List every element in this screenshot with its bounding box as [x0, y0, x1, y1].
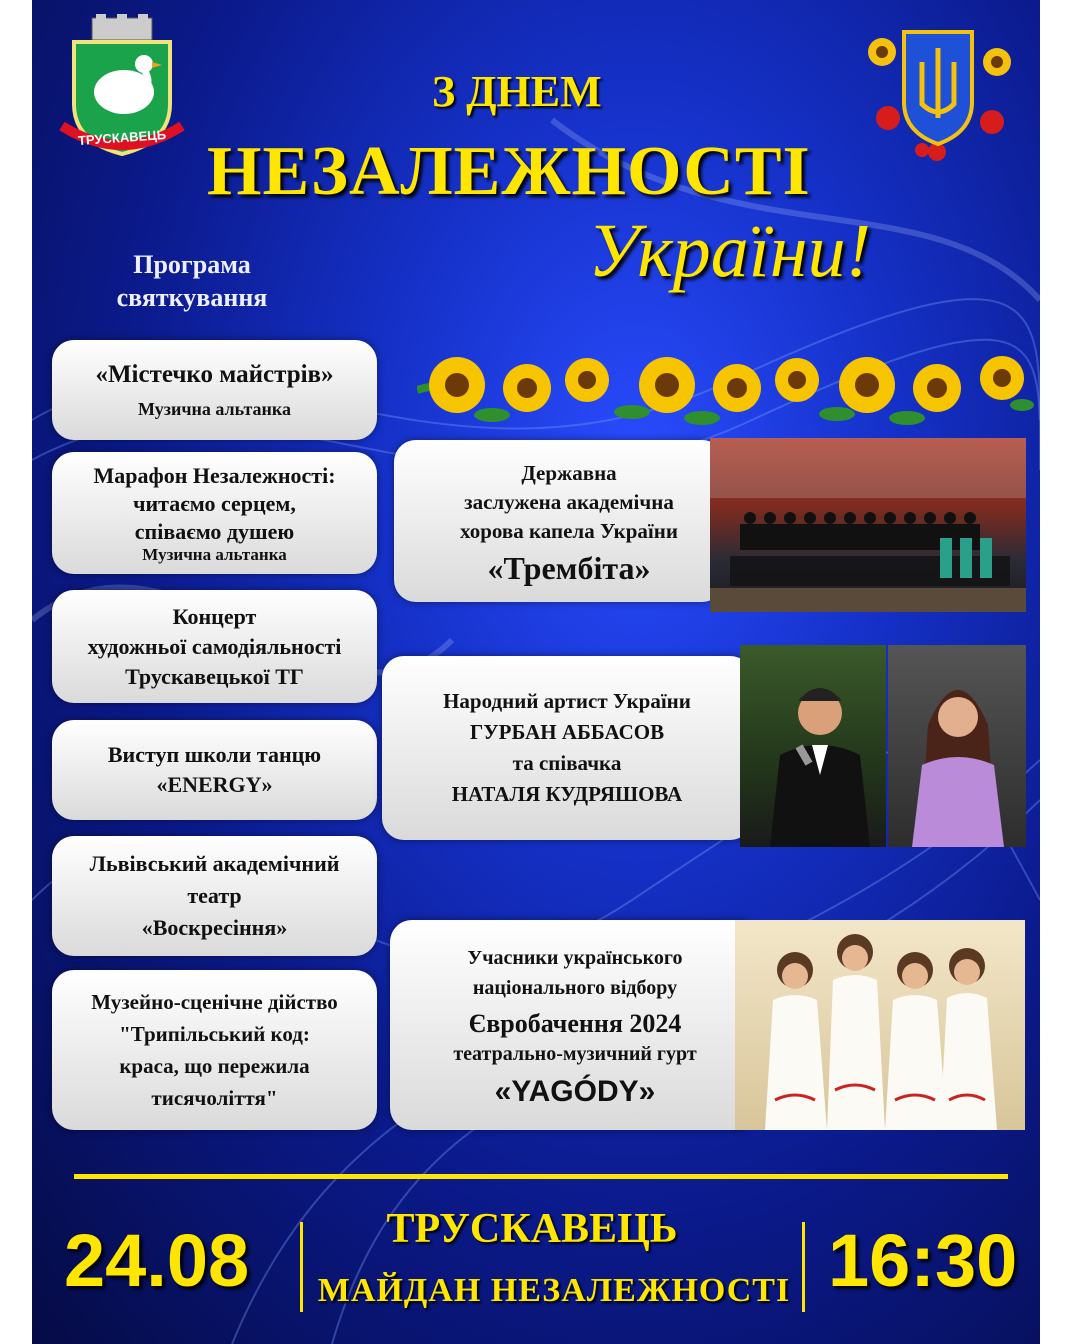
performer-box: [390, 920, 760, 1130]
program-item-line: краса, що пережила: [119, 1054, 310, 1078]
event-city: ТРУСКАВЕЦЬ: [386, 1206, 678, 1252]
program-item-title: «Містечко майстрів»: [95, 360, 334, 388]
program-item-sub: Музична альтанка: [142, 545, 287, 564]
performer-highlight: Євробачення 2024: [468, 1009, 682, 1038]
footer-divider: [74, 1174, 1008, 1179]
performer-line: ГУРБАН АББАСОВ: [469, 720, 665, 744]
program-item-line: «Воскресіння»: [141, 915, 288, 940]
program-item-line: співаємо душею: [134, 519, 295, 544]
program-item-line: Марафон Незалежності:: [93, 463, 336, 488]
performer-line: театрально-музичний гурт: [453, 1043, 697, 1065]
performer-name: «YAGÓDY»: [494, 1075, 656, 1108]
performer-line: Учасники українського: [467, 947, 683, 969]
performer-line: НАТАЛЯ КУДРЯШОВА: [451, 782, 683, 806]
program-item: [52, 720, 377, 820]
kudryashova-photo: [888, 645, 1026, 847]
program-item: [52, 452, 377, 574]
performer-line: заслужена академічна: [464, 490, 674, 514]
title-line-2: НЕЗАЛЕЖНОСТІ: [207, 133, 811, 210]
event-date: 24.08: [64, 1219, 250, 1302]
program-item-line: художньої самодіяльності: [87, 633, 342, 659]
trembita-choir-photo: [710, 438, 1026, 612]
program-item-line: тисячоліття": [151, 1086, 278, 1110]
title-line-1: З ДНЕМ: [432, 67, 602, 116]
program-item-line: Трускавецької ТГ: [125, 663, 304, 689]
program-item-line: Львівський академічний: [89, 851, 340, 876]
truskavets-coat-of-arms: [52, 14, 192, 164]
yagody-photo: [735, 920, 1025, 1130]
performer-line: та співачка: [512, 751, 622, 775]
sunflower-garland: [417, 340, 1037, 430]
performer-line: Державна: [521, 461, 617, 485]
logo-text: ТРУСКАВЕЦЬ: [77, 126, 167, 149]
performer-box: [382, 656, 752, 840]
program-heading-line-2: святкування: [116, 283, 268, 312]
program-heading: [72, 248, 312, 314]
program-item: [52, 340, 377, 440]
performer-line: хорова капела України: [460, 519, 678, 543]
program-item-line: читаємо серцем,: [133, 491, 296, 516]
event-place: МАЙДАН НЕЗАЛЕЖНОСТІ: [317, 1272, 791, 1309]
program-heading-line-1: Програма: [133, 250, 251, 279]
title-line-3: України!: [588, 209, 871, 293]
abbasov-photo: [740, 645, 886, 847]
performer-box: [394, 440, 724, 602]
program-item: [52, 836, 377, 956]
program-item-line: «ENERGY»: [156, 772, 273, 797]
program-item-line: "Трипільський код:: [119, 1022, 310, 1046]
program-item: [52, 970, 377, 1130]
performer-name: «Трембіта»: [487, 550, 651, 586]
event-time: 16:30: [828, 1219, 1018, 1302]
separator-left: [300, 1222, 303, 1312]
ukraine-emblem: [862, 22, 1012, 162]
program-item: [52, 590, 377, 703]
poster: [32, 0, 1040, 1344]
program-item-line: Виступ школи танцю: [107, 742, 322, 767]
program-item-line: Музейно-сценічне дійство: [91, 990, 338, 1014]
performer-line: Народний артист України: [443, 689, 691, 713]
program-item-sub: Музична альтанка: [138, 398, 291, 419]
program-item-line: театр: [187, 883, 242, 908]
program-item-line: Концерт: [172, 603, 257, 629]
performer-line: національного відбору: [472, 977, 678, 999]
separator-right: [802, 1222, 805, 1312]
